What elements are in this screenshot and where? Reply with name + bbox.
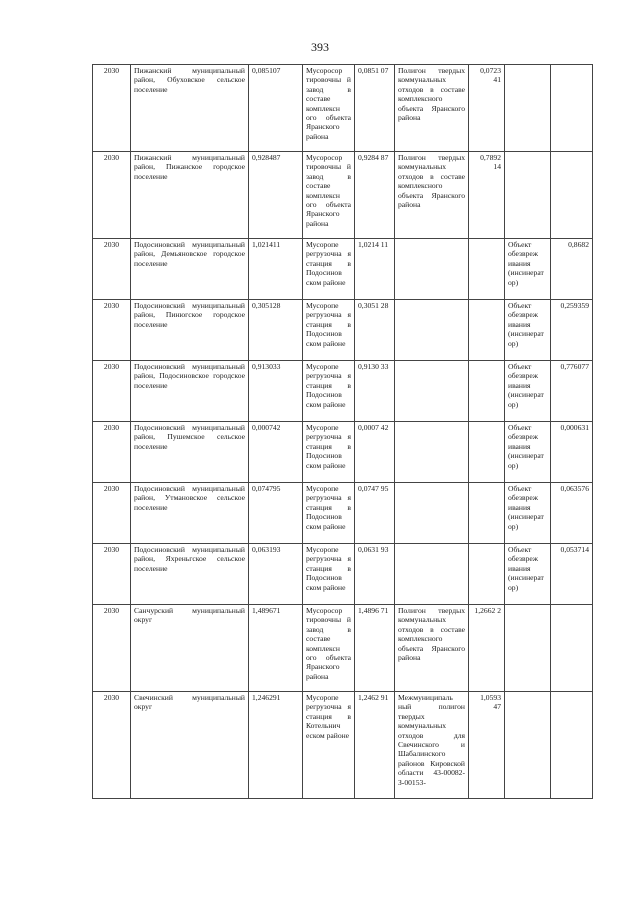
territory-cell: Подосиновский муниципальный район, Пушемское сельское поселение <box>131 422 249 483</box>
landfill-cell <box>395 300 469 361</box>
landfill-cell <box>395 544 469 605</box>
mass-cell: 1,246291 <box>249 692 303 799</box>
territory-cell: Подосиновский муниципальный район, Демьяновское городское поселение <box>131 239 249 300</box>
treatment-facility-cell <box>505 605 551 692</box>
treatment-facility-cell: Объект обезвреж ивания (инсинерат ор) <box>505 422 551 483</box>
sorting-facility-cell: Мусоросор тировочны й завод в составе комплексн ого объекта Яранского района <box>303 65 355 152</box>
table-row <box>93 605 593 692</box>
table-body <box>93 65 593 799</box>
territory-cell: Подосиновский муниципальный район, Яхреньгское сельское поселение <box>131 544 249 605</box>
treatment-facility-cell: Объект обезвреж ивания (инсинерат ор) <box>505 300 551 361</box>
year-cell: 2030 <box>93 152 131 239</box>
territory-cell: Подосиновский муниципальный район, Утмановское сельское поселение <box>131 483 249 544</box>
treatment-mass-cell <box>551 65 593 152</box>
year-cell: 2030 <box>93 239 131 300</box>
treatment-mass-cell: 0,063576 <box>551 483 593 544</box>
year-cell: 2030 <box>93 692 131 799</box>
treatment-facility-cell: Объект обезвреж ивания (инсинерат ор) <box>505 544 551 605</box>
territory-cell: Пижанский муниципальный район, Пижанское городское поселение <box>131 152 249 239</box>
treatment-facility-cell: Объект обезвреж ивания (инсинерат ор) <box>505 361 551 422</box>
sorted-mass-cell: 1,2462 91 <box>355 692 395 799</box>
landfill-mass-cell <box>469 422 505 483</box>
table-row <box>93 65 593 152</box>
landfill-cell: Межмуниципаль ный полигон твердых коммунальных отходов для Свечинского и Шабалинского районов Кировской области 43-00082-З-00153- <box>395 692 469 799</box>
table-row <box>93 422 593 483</box>
territory-cell: Санчурский муниципальный округ <box>131 605 249 692</box>
sorted-mass-cell: 0,3051 28 <box>355 300 395 361</box>
mass-cell: 0,063193 <box>249 544 303 605</box>
table-row <box>93 361 593 422</box>
table-row <box>93 239 593 300</box>
treatment-mass-cell: 0,8682 <box>551 239 593 300</box>
landfill-mass-cell: 0,7892 14 <box>469 152 505 239</box>
treatment-facility-cell <box>505 152 551 239</box>
year-cell: 2030 <box>93 483 131 544</box>
treatment-facility-cell: Объект обезвреж ивания (инсинерат ор) <box>505 483 551 544</box>
landfill-mass-cell: 0,0723 41 <box>469 65 505 152</box>
landfill-cell <box>395 422 469 483</box>
sorting-facility-cell: Мусоросор тировочны й завод в составе комплексн ого объекта Яранского района <box>303 605 355 692</box>
sorted-mass-cell: 0,9284 87 <box>355 152 395 239</box>
landfill-mass-cell: 1,2662 2 <box>469 605 505 692</box>
sorting-facility-cell: Мусоропе регрузочна я станция в Подосинов ском районе <box>303 483 355 544</box>
treatment-facility-cell <box>505 65 551 152</box>
sorting-facility-cell: Мусоропе регрузочна я станция в Котельнич еском районе <box>303 692 355 799</box>
treatment-mass-cell: 0,000631 <box>551 422 593 483</box>
treatment-mass-cell <box>551 692 593 799</box>
mass-cell: 0,074795 <box>249 483 303 544</box>
mass-cell: 1,489671 <box>249 605 303 692</box>
sorted-mass-cell: 0,9130 33 <box>355 361 395 422</box>
mass-cell: 0,085107 <box>249 65 303 152</box>
treatment-facility-cell: Объект обезвреж ивания (инсинерат ор) <box>505 239 551 300</box>
territory-cell: Подосиновский муниципальный район, Подосиновское городское поселение <box>131 361 249 422</box>
landfill-mass-cell <box>469 361 505 422</box>
table-row <box>93 692 593 799</box>
treatment-mass-cell: 0,053714 <box>551 544 593 605</box>
landfill-mass-cell <box>469 483 505 544</box>
sorting-facility-cell: Мусоропе регрузочна я станция в Подосинов ском районе <box>303 422 355 483</box>
sorted-mass-cell: 1,4896 71 <box>355 605 395 692</box>
landfill-mass-cell <box>469 300 505 361</box>
mass-cell: 0,305128 <box>249 300 303 361</box>
year-cell: 2030 <box>93 605 131 692</box>
mass-cell: 0,913033 <box>249 361 303 422</box>
year-cell: 2030 <box>93 65 131 152</box>
table-row <box>93 544 593 605</box>
year-cell: 2030 <box>93 422 131 483</box>
territory-cell: Пижанский муниципальный район, Обуховское сельское поселение <box>131 65 249 152</box>
sorting-facility-cell: Мусоропе регрузочна я станция в Подосинов ском районе <box>303 239 355 300</box>
sorting-facility-cell: Мусоросор тировочны й завод в составе комплексн ого объекта Яранского района <box>303 152 355 239</box>
sorting-facility-cell: Мусоропе регрузочна я станция в Подосинов ском районе <box>303 544 355 605</box>
sorting-facility-cell: Мусоропе регрузочна я станция в Подосинов ском районе <box>303 300 355 361</box>
sorted-mass-cell: 0,0851 07 <box>355 65 395 152</box>
landfill-cell: Полигон твердых коммунальных отходов в составе комплексного объекта Яранского района <box>395 152 469 239</box>
mass-cell: 0,000742 <box>249 422 303 483</box>
landfill-mass-cell <box>469 239 505 300</box>
landfill-cell <box>395 483 469 544</box>
treatment-mass-cell <box>551 152 593 239</box>
territory-cell: Свечинский муниципальный округ <box>131 692 249 799</box>
treatment-mass-cell: 0,776077 <box>551 361 593 422</box>
landfill-cell <box>395 361 469 422</box>
table-row <box>93 300 593 361</box>
landfill-mass-cell: 1,0593 47 <box>469 692 505 799</box>
mass-cell: 0,928487 <box>249 152 303 239</box>
waste-flow-table <box>92 64 593 799</box>
sorting-facility-cell: Мусоропе регрузочна я станция в Подосинов ском районе <box>303 361 355 422</box>
landfill-cell <box>395 239 469 300</box>
year-cell: 2030 <box>93 361 131 422</box>
treatment-mass-cell: 0,259359 <box>551 300 593 361</box>
year-cell: 2030 <box>93 300 131 361</box>
sorted-mass-cell: 0,0631 93 <box>355 544 395 605</box>
landfill-cell: Полигон твердых коммунальных отходов в составе комплексного объекта Яранского района <box>395 65 469 152</box>
page-number: 393 <box>311 40 329 54</box>
sorted-mass-cell: 0,0007 42 <box>355 422 395 483</box>
landfill-cell: Полигон твердых коммунальных отходов в составе комплексного объекта Яранского района <box>395 605 469 692</box>
territory-cell: Подосиновский муниципальный район, Пинюгское городское поселение <box>131 300 249 361</box>
mass-cell: 1,021411 <box>249 239 303 300</box>
treatment-mass-cell <box>551 605 593 692</box>
sorted-mass-cell: 1,0214 11 <box>355 239 395 300</box>
table-row <box>93 152 593 239</box>
year-cell: 2030 <box>93 544 131 605</box>
treatment-facility-cell <box>505 692 551 799</box>
sorted-mass-cell: 0,0747 95 <box>355 483 395 544</box>
landfill-mass-cell <box>469 544 505 605</box>
table-row <box>93 483 593 544</box>
